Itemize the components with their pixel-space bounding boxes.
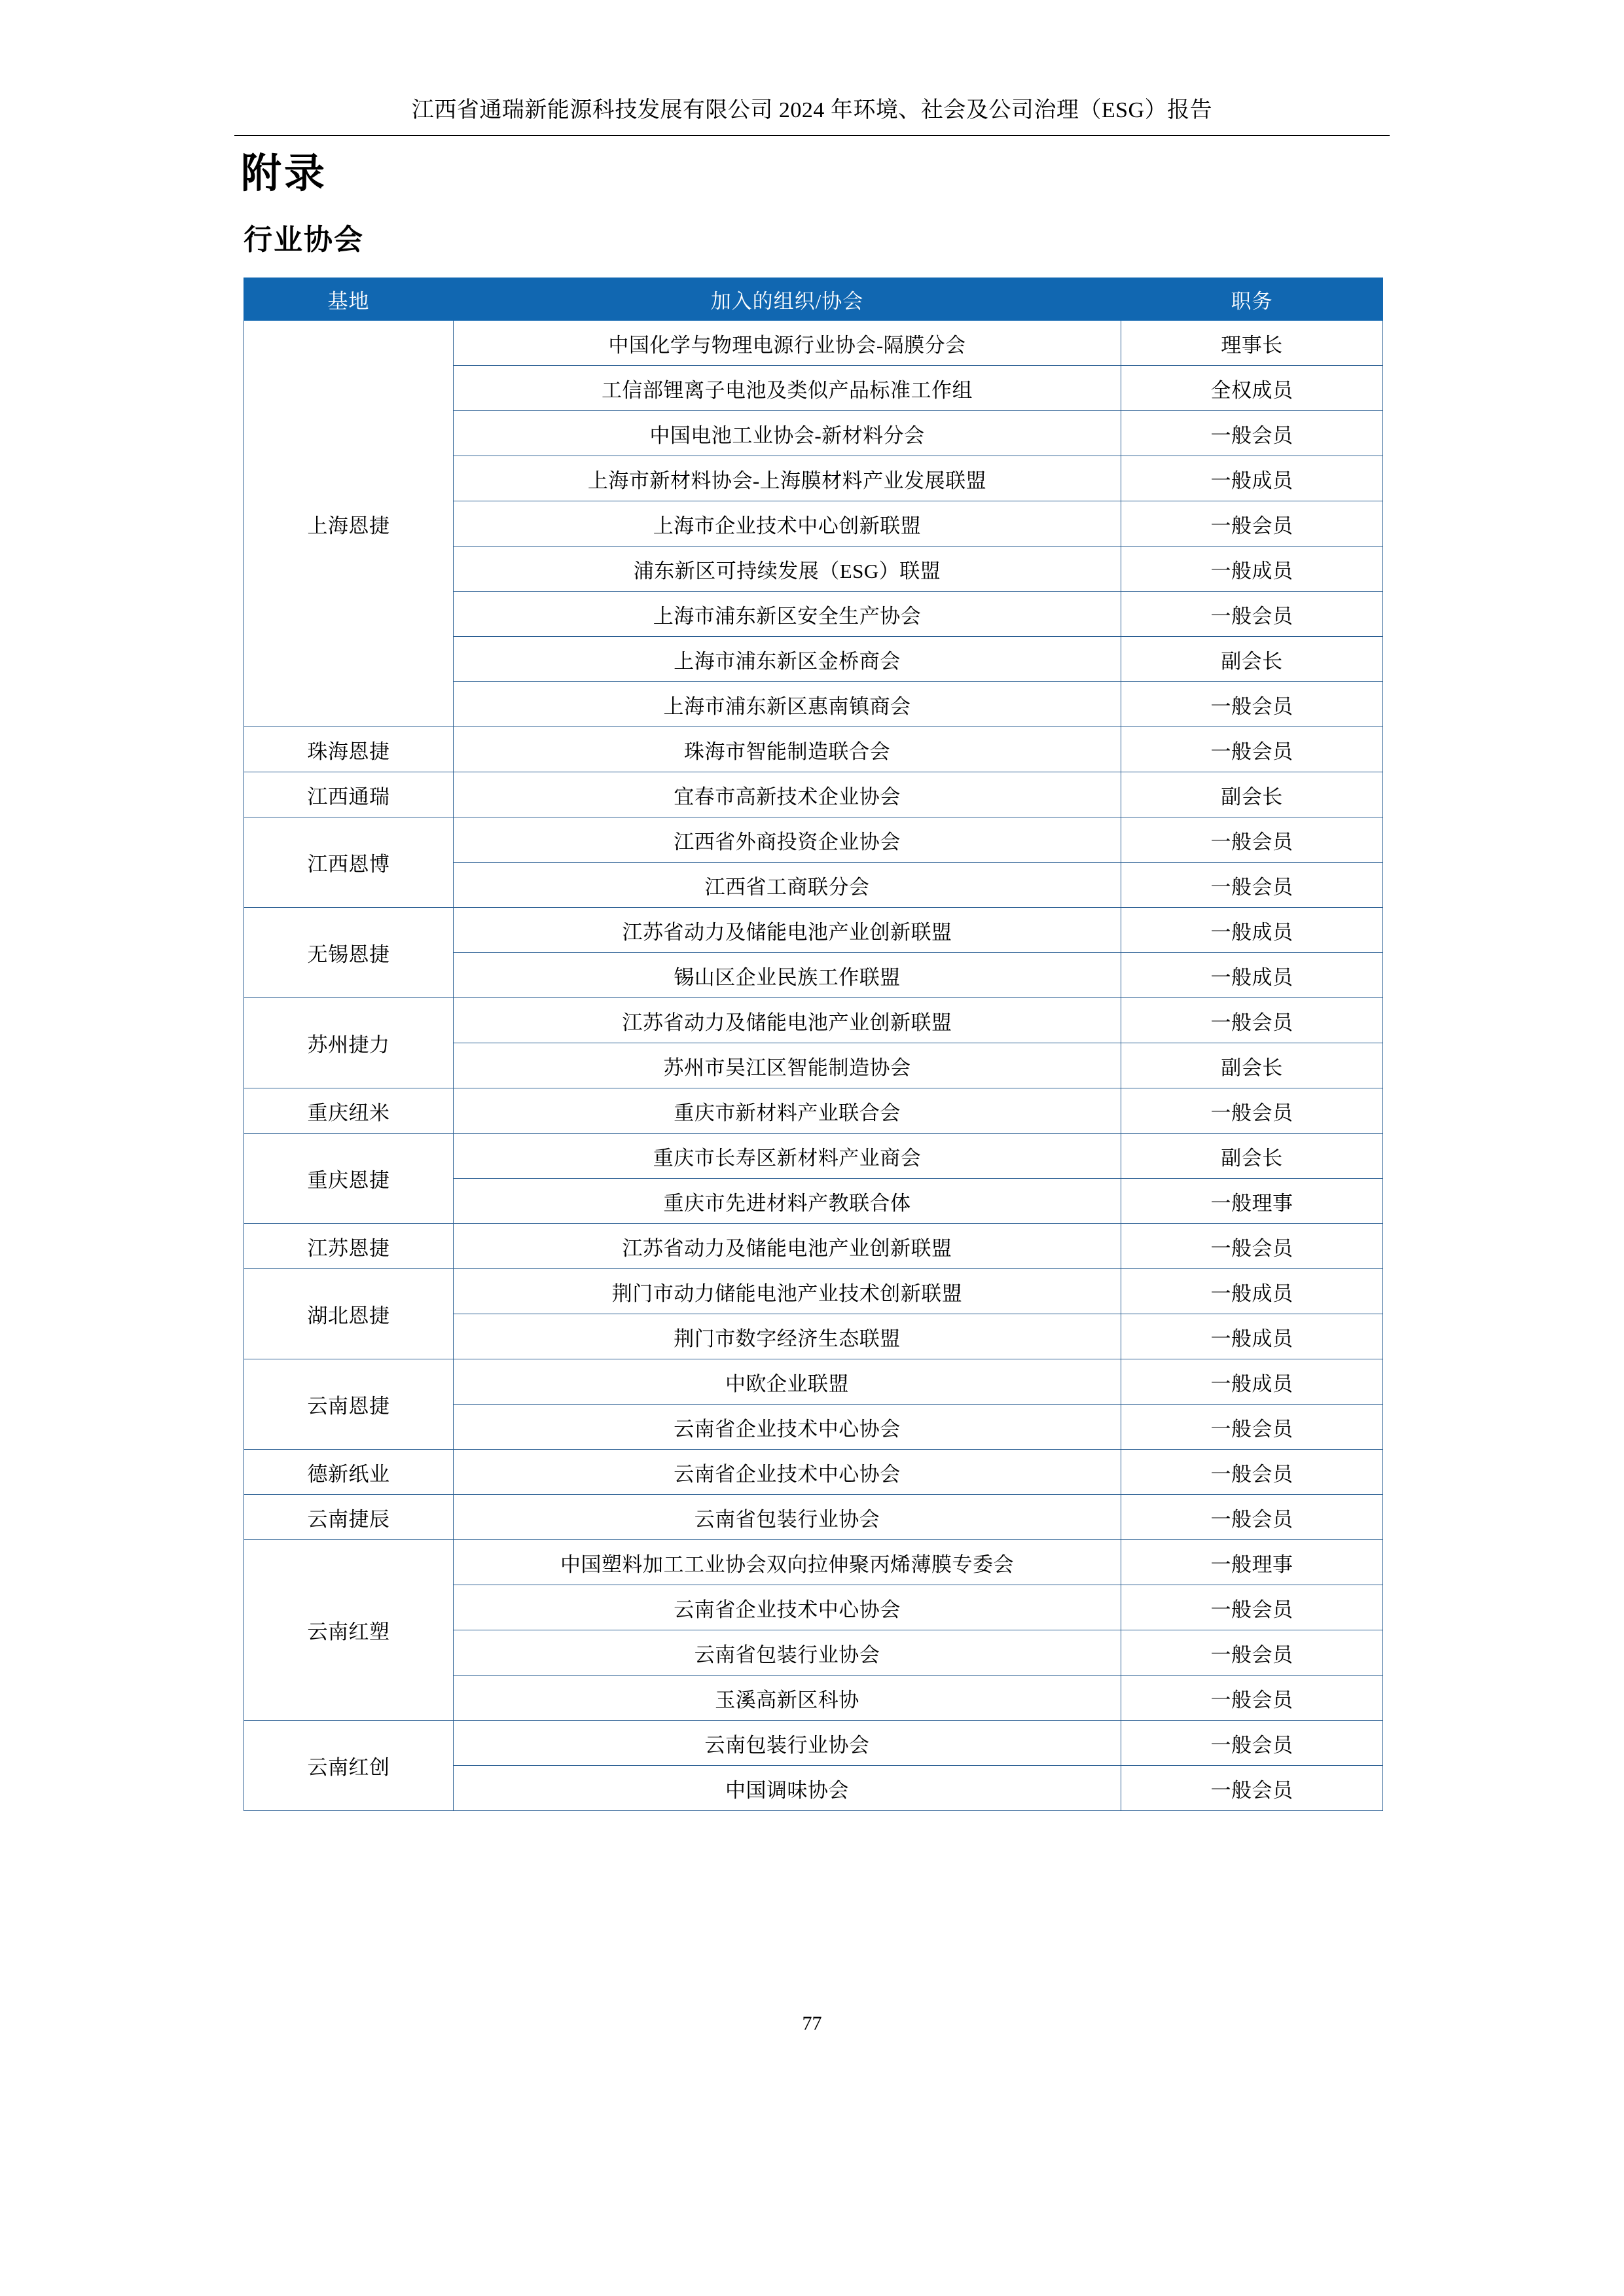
table-row — [244, 1088, 1383, 1134]
cell-organization: 荆门市动力储能电池产业技术创新联盟 — [454, 1269, 1121, 1314]
cell-base: 无锡恩捷 — [244, 908, 454, 998]
cell-organization: 珠海市智能制造联合会 — [454, 727, 1121, 772]
table-row — [244, 998, 1383, 1043]
cell-base: 云南红创 — [244, 1721, 454, 1811]
table-row — [244, 1134, 1383, 1179]
page-title: 附录 — [241, 152, 328, 196]
cell-organization: 锡山区企业民族工作联盟 — [454, 953, 1121, 998]
cell-organization: 中国电池工业协会-新材料分会 — [454, 411, 1121, 456]
cell-base: 上海恩捷 — [244, 321, 454, 727]
cell-role: 一般会员 — [1121, 1721, 1383, 1766]
table-row — [244, 908, 1383, 953]
cell-organization: 上海市浦东新区安全生产协会 — [454, 592, 1121, 637]
cell-role: 一般理事 — [1121, 1179, 1383, 1224]
cell-role: 副会长 — [1121, 1134, 1383, 1179]
table-row — [244, 1359, 1383, 1405]
cell-base: 苏州捷力 — [244, 998, 454, 1088]
cell-role: 副会长 — [1121, 772, 1383, 817]
cell-organization: 玉溪高新区科协 — [454, 1676, 1121, 1721]
cell-role: 一般会员 — [1121, 1224, 1383, 1269]
cell-organization: 重庆市先进材料产教联合体 — [454, 1179, 1121, 1224]
cell-role: 一般成员 — [1121, 1269, 1383, 1314]
cell-role: 一般会员 — [1121, 1450, 1383, 1495]
table-row — [244, 1269, 1383, 1314]
cell-role: 一般成员 — [1121, 547, 1383, 592]
cell-base: 湖北恩捷 — [244, 1269, 454, 1359]
cell-organization: 重庆市长寿区新材料产业商会 — [454, 1134, 1121, 1179]
cell-organization: 上海市企业技术中心创新联盟 — [454, 501, 1121, 547]
cell-organization: 中国化学与物理电源行业协会-隔膜分会 — [454, 321, 1121, 366]
cell-base: 云南恩捷 — [244, 1359, 454, 1450]
page-number: 77 — [802, 2013, 822, 2034]
cell-role: 一般会员 — [1121, 1585, 1383, 1630]
cell-organization: 宜春市高新技术企业协会 — [454, 772, 1121, 817]
table-row — [244, 817, 1383, 863]
cell-role: 一般会员 — [1121, 817, 1383, 863]
cell-role: 一般会员 — [1121, 998, 1383, 1043]
cell-organization: 中欧企业联盟 — [454, 1359, 1121, 1405]
cell-organization: 江苏省动力及储能电池产业创新联盟 — [454, 998, 1121, 1043]
cell-role: 一般会员 — [1121, 592, 1383, 637]
cell-organization: 上海市浦东新区金桥商会 — [454, 637, 1121, 682]
cell-role: 一般会员 — [1121, 727, 1383, 772]
table-row — [244, 1495, 1383, 1540]
cell-base: 云南捷辰 — [244, 1495, 454, 1540]
cell-organization: 荆门市数字经济生态联盟 — [454, 1314, 1121, 1359]
column-header-base: 基地 — [244, 278, 454, 321]
cell-role: 全权成员 — [1121, 366, 1383, 411]
cell-role: 一般会员 — [1121, 1766, 1383, 1811]
cell-role: 一般会员 — [1121, 411, 1383, 456]
table-body — [244, 321, 1383, 1811]
cell-organization: 云南省企业技术中心协会 — [454, 1405, 1121, 1450]
cell-role: 副会长 — [1121, 637, 1383, 682]
cell-base: 江苏恩捷 — [244, 1224, 454, 1269]
cell-organization: 重庆市新材料产业联合会 — [454, 1088, 1121, 1134]
column-header-role: 职务 — [1121, 278, 1383, 321]
table-row — [244, 1540, 1383, 1585]
table-row — [244, 1721, 1383, 1766]
cell-organization: 云南省企业技术中心协会 — [454, 1450, 1121, 1495]
cell-organization: 上海市新材料协会-上海膜材料产业发展联盟 — [454, 456, 1121, 501]
cell-organization: 浦东新区可持续发展（ESG）联盟 — [454, 547, 1121, 592]
table-row — [244, 1450, 1383, 1495]
cell-role: 一般会员 — [1121, 1676, 1383, 1721]
table-row — [244, 727, 1383, 772]
cell-base: 重庆纽米 — [244, 1088, 454, 1134]
cell-organization: 中国塑料加工工业协会双向拉伸聚丙烯薄膜专委会 — [454, 1540, 1121, 1585]
cell-role: 一般会员 — [1121, 863, 1383, 908]
cell-role: 一般成员 — [1121, 1314, 1383, 1359]
cell-role: 一般会员 — [1121, 1405, 1383, 1450]
cell-organization: 江西省工商联分会 — [454, 863, 1121, 908]
column-header-organization: 加入的组织/协会 — [454, 278, 1121, 321]
cell-base: 云南红塑 — [244, 1540, 454, 1721]
cell-role: 一般成员 — [1121, 953, 1383, 998]
cell-organization: 苏州市吴江区智能制造协会 — [454, 1043, 1121, 1088]
cell-role: 一般成员 — [1121, 908, 1383, 953]
cell-organization: 工信部锂离子电池及类似产品标准工作组 — [454, 366, 1121, 411]
page-header: 江西省通瑞新能源科技发展有限公司 2024 年环境、社会及公司治理（ESG）报告 — [411, 98, 1213, 122]
cell-organization: 云南省包装行业协会 — [454, 1495, 1121, 1540]
cell-organization: 云南省企业技术中心协会 — [454, 1585, 1121, 1630]
cell-base: 德新纸业 — [244, 1450, 454, 1495]
table-row — [244, 1224, 1383, 1269]
cell-role: 副会长 — [1121, 1043, 1383, 1088]
cell-role: 一般会员 — [1121, 682, 1383, 727]
cell-organization: 中国调味协会 — [454, 1766, 1121, 1811]
cell-organization: 云南包装行业协会 — [454, 1721, 1121, 1766]
cell-role: 一般成员 — [1121, 1359, 1383, 1405]
industry-association-table — [244, 278, 1383, 1811]
cell-role: 一般会员 — [1121, 501, 1383, 547]
cell-base: 江西通瑞 — [244, 772, 454, 817]
cell-role: 一般会员 — [1121, 1088, 1383, 1134]
cell-organization: 江苏省动力及储能电池产业创新联盟 — [454, 1224, 1121, 1269]
section-subtitle: 行业协会 — [244, 224, 364, 256]
cell-organization: 江苏省动力及储能电池产业创新联盟 — [454, 908, 1121, 953]
cell-role: 一般会员 — [1121, 1495, 1383, 1540]
table-header-row — [244, 278, 1383, 321]
cell-organization: 江西省外商投资企业协会 — [454, 817, 1121, 863]
cell-organization: 云南省包装行业协会 — [454, 1630, 1121, 1676]
cell-role: 一般理事 — [1121, 1540, 1383, 1585]
table-row — [244, 772, 1383, 817]
cell-role: 一般会员 — [1121, 1630, 1383, 1676]
header-divider — [234, 135, 1390, 136]
cell-role: 一般成员 — [1121, 456, 1383, 501]
cell-base: 江西恩博 — [244, 817, 454, 908]
table-row — [244, 321, 1383, 366]
cell-organization: 上海市浦东新区惠南镇商会 — [454, 682, 1121, 727]
cell-base: 重庆恩捷 — [244, 1134, 454, 1224]
cell-base: 珠海恩捷 — [244, 727, 454, 772]
cell-role: 理事长 — [1121, 321, 1383, 366]
